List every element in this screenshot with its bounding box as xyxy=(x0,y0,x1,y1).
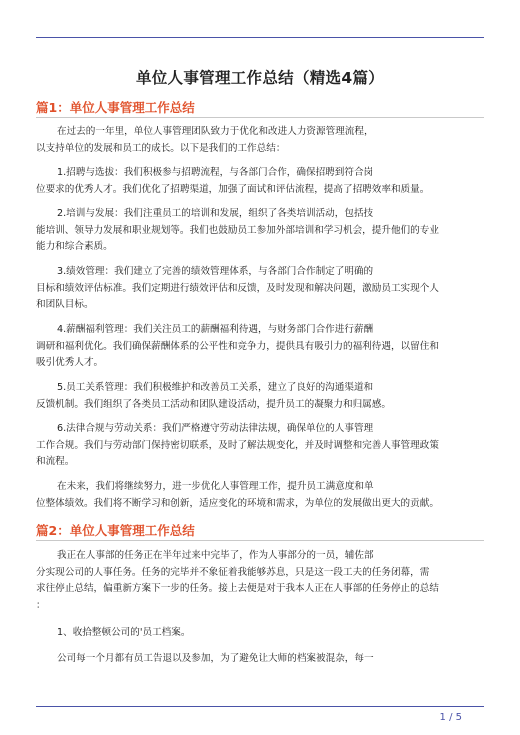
section-divider-2 xyxy=(36,540,484,541)
paragraph xyxy=(36,165,488,198)
footer-rule xyxy=(36,706,484,707)
paragraph-line: 目标和绩效评估标准。我们定期进行绩效评估和反馈，及时发现和解决问题，激励员工实现个人 xyxy=(36,282,439,294)
paragraph-line: 2.培训与发展：我们注重员工的培训和发展，组织了各类培训活动，包括技 xyxy=(57,208,374,219)
section-divider-1 xyxy=(36,117,484,118)
paragraph-line: 反馈机制。我们组织了各类员工活动和团队建设活动，提升员工的凝聚力和归属感。 xyxy=(36,398,391,410)
header-rule xyxy=(36,37,484,38)
paragraph-line: 和团队目标。 xyxy=(36,299,94,310)
paragraph-line: 6.法律合规与劳动关系：我们严格遵守劳动法律法规，确保单位的人事管理 xyxy=(57,423,374,434)
paragraph xyxy=(36,322,488,372)
paragraph xyxy=(36,651,488,668)
paragraph-line: 1、收拾整顿公司的'员工档案。 xyxy=(57,627,191,638)
paragraph-line: 1.招聘与选拔：我们积极参与招聘流程，与各部门合作，确保招聘到符合岗 xyxy=(57,167,374,178)
paragraph-line: 以支持单位的发展和员工的成长。以下是我们的工作总结： xyxy=(36,142,286,154)
paragraph-line: 在未来，我们将继续努力，进一步优化人事管理工作，提升员工满意度和单 xyxy=(57,481,374,492)
paragraph-line: 在过去的一年里，单位人事管理团队致力于优化和改进人力资源管理流程， xyxy=(57,126,374,137)
section-heading-1: 篇1：单位人事管理工作总结 xyxy=(36,100,195,115)
paragraph xyxy=(36,124,488,157)
paragraph-line: ： xyxy=(36,599,46,611)
paragraph-line: 5.员工关系管理：我们积极维护和改善员工关系，建立了良好的沟通渠道和 xyxy=(57,382,374,393)
paragraph xyxy=(36,264,488,314)
paragraph-line: 我正在人事部的任务正在半年过来中完毕了，作为人事部分的一员，辅佐部 xyxy=(57,550,374,561)
paragraph-line: 调研和福利优化。我们确保薪酬体系的公平性和竞争力，提供具有吸引力的福利待遇，以留住和 xyxy=(36,340,439,352)
paragraph xyxy=(36,548,488,614)
paragraph-line: 位整体绩效。我们将不断学习和创新，适应变化的环境和需求，为单位的发展做出更大的贡献。 xyxy=(36,497,439,509)
paragraph-line: 求往停止总结，偏重新方案下一步的任务。接上去便是对于我本人正在人事部的任务停止的总结 xyxy=(36,583,439,594)
paragraph-line: 分实现公司的人事任务。任务的完毕并不象征着我能够苏息，只是这一段工夫的任务闭幕，需 xyxy=(36,566,430,578)
paragraph-line: 能培训、领导力发展和职业规划等。我们也鼓励员工参加外部培训和学习机会，提升他们的专业 xyxy=(36,224,439,236)
paragraph-line: 公司每一个月都有员工告退以及参加，为了避免让大师的档案被混杂，每一 xyxy=(57,653,374,664)
paragraph-line: 能力和综合素质。 xyxy=(36,241,113,252)
paragraph xyxy=(36,206,488,256)
paragraph xyxy=(36,421,488,471)
paragraph-line: 吸引优秀人才。 xyxy=(36,357,104,368)
section-heading-2: 篇2：单位人事管理工作总结 xyxy=(36,523,195,538)
paragraph xyxy=(36,625,488,642)
paragraph-line: 3.绩效管理：我们建立了完善的绩效管理体系，与各部门合作制定了明确的 xyxy=(57,266,374,277)
paragraph-line: 4.薪酬福利管理：我们关注员工的薪酬福利待遇，与财务部门合作进行薪酬 xyxy=(57,324,374,335)
paragraph-line: 工作合规。我们与劳动部门保持密切联系，及时了解法规变化，并及时调整和完善人事管理政策 xyxy=(36,439,439,451)
paragraph xyxy=(36,380,488,413)
paragraph xyxy=(36,479,488,512)
paragraph-line: 位要求的优秀人才。我们优化了招聘渠道，加强了面试和评估流程，提高了招聘效率和质量。 xyxy=(36,183,430,195)
document-title: 单位人事管理工作总结（精选4篇） xyxy=(135,69,385,87)
paragraph-line: 和流程。 xyxy=(36,456,75,467)
page-number: 1 / 5 xyxy=(439,712,462,723)
